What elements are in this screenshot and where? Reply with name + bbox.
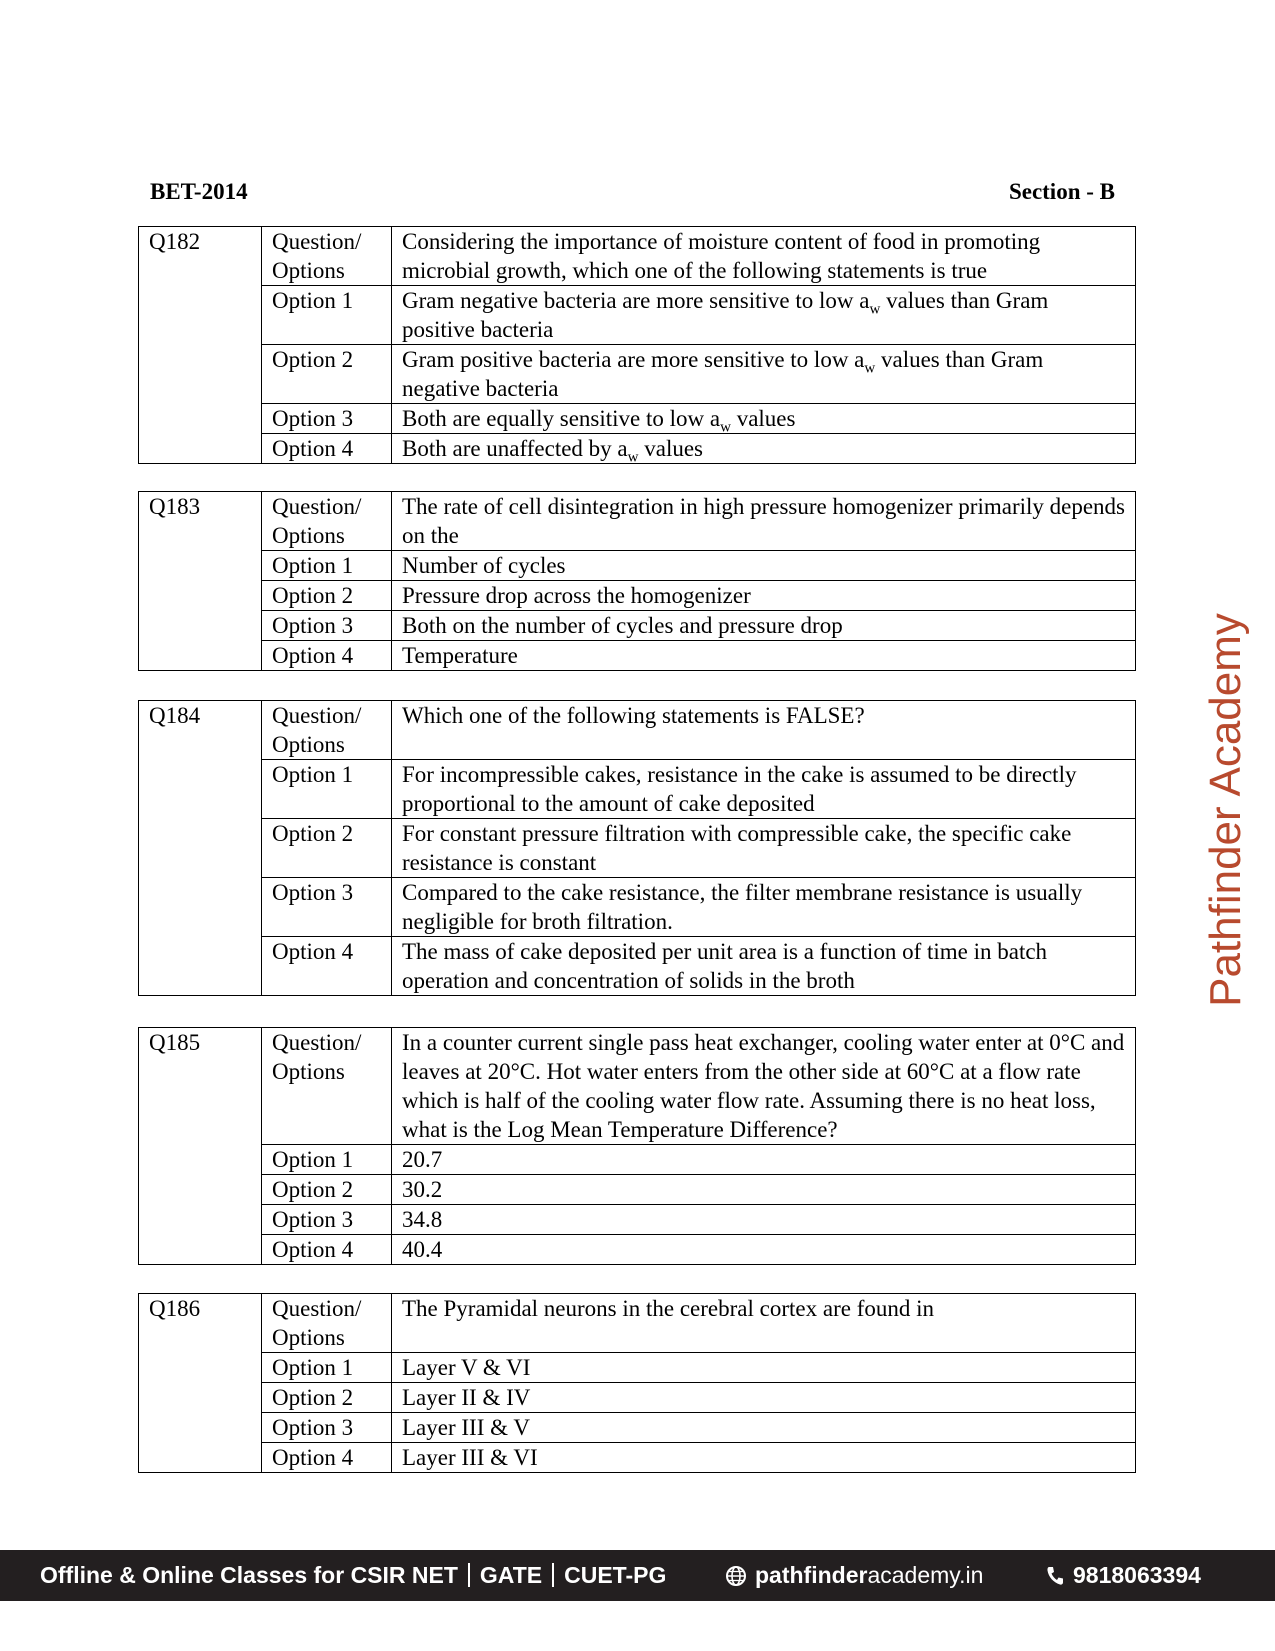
option-label: Option 4 xyxy=(262,1443,392,1473)
phone-icon xyxy=(1045,1565,1065,1587)
option-label: Option 3 xyxy=(262,1413,392,1443)
option-label: Option 1 xyxy=(262,1145,392,1175)
divider xyxy=(552,1563,554,1587)
option-text: 30.2 xyxy=(392,1175,1136,1205)
question-table xyxy=(138,700,1136,996)
footer-phone[interactable]: 9818063394 xyxy=(1045,1562,1201,1589)
option-label: Option 3 xyxy=(262,878,392,937)
option-label: Option 2 xyxy=(262,1175,392,1205)
option-text: Number of cycles xyxy=(392,551,1136,581)
question-id: Q185 xyxy=(139,1028,262,1265)
option-text: Gram positive bacteria are more sensitive to low $a_w$ values than Gram negative bacteria xyxy=(392,345,1136,404)
option-text: Layer III & V xyxy=(392,1413,1136,1443)
question-table xyxy=(138,1027,1136,1265)
question-text: Which one of the following statements is FALSE? xyxy=(392,701,1136,760)
option-label: Option 3 xyxy=(262,1205,392,1235)
question-label: Question/ Options xyxy=(262,1028,392,1145)
option-text: Both on the number of cycles and pressure drop xyxy=(392,611,1136,641)
option-label: Option 4 xyxy=(262,1235,392,1265)
option-text: Layer V & VI xyxy=(392,1353,1136,1383)
exam-title: BET-2014 xyxy=(150,179,248,204)
option-label: Option 1 xyxy=(262,551,392,581)
option-text: Gram negative bacteria are more sensitive to low $a_w$ values than Gram positive bacteria xyxy=(392,286,1136,345)
option-text: Both are unaffected by $a_w$ values xyxy=(392,434,1136,464)
option-label: Option 2 xyxy=(262,345,392,404)
question-id: Q183 xyxy=(139,492,262,671)
option-label: Option 1 xyxy=(262,760,392,819)
footer-website[interactable]: pathfinderacademy.in xyxy=(725,1562,983,1589)
option-label: Option 2 xyxy=(262,819,392,878)
option-text: Temperature xyxy=(392,641,1136,671)
option-label: Option 4 xyxy=(262,641,392,671)
option-text: The mass of cake deposited per unit area is a function of time in batch operation and concentration of solids in the broth xyxy=(392,937,1136,996)
option-label: Option 3 xyxy=(262,404,392,434)
question-text: In a counter current single pass heat exchanger, cooling water enter at 0°C and leaves at 20°C. Hot water enters from the other side at 60°C at a flow rate which is half of the cooling water flow rate. Assuming there is no heat loss, what is the Log Mean Temperature Difference? xyxy=(392,1028,1136,1145)
option-text: 40.4 xyxy=(392,1235,1136,1265)
option-label: Option 1 xyxy=(262,286,392,345)
option-text: Pressure drop across the homogenizer xyxy=(392,581,1136,611)
footer-classes: Offline & Online Classes for CSIR NET GATE CUET-PG xyxy=(40,1562,667,1588)
question-text: The Pyramidal neurons in the cerebral cortex are found in xyxy=(392,1294,1136,1353)
option-label: Option 4 xyxy=(262,937,392,996)
option-text: 20.7 xyxy=(392,1145,1136,1175)
question-id: Q184 xyxy=(139,701,262,996)
option-label: Option 2 xyxy=(262,1383,392,1413)
question-label: Question/ Options xyxy=(262,492,392,551)
option-text: For constant pressure filtration with compressible cake, the specific cake resistance is constant xyxy=(392,819,1136,878)
question-table xyxy=(138,226,1136,464)
option-text: Compared to the cake resistance, the filter membrane resistance is usually negligible for broth filtration. xyxy=(392,878,1136,937)
globe-icon xyxy=(725,1565,747,1587)
question-table xyxy=(138,1293,1136,1473)
question-text: The rate of cell disintegration in high pressure homogenizer primarily depends on the xyxy=(392,492,1136,551)
option-label: Option 1 xyxy=(262,1353,392,1383)
option-text: 34.8 xyxy=(392,1205,1136,1235)
footer-banner xyxy=(0,1550,1275,1601)
option-label: Option 3 xyxy=(262,611,392,641)
option-text: Layer III & VI xyxy=(392,1443,1136,1473)
question-id: Q186 xyxy=(139,1294,262,1473)
option-text: Both are equally sensitive to low $a_w$ values xyxy=(392,404,1136,434)
question-text: Considering the importance of moisture content of food in promoting microbial growth, which one of the following statements is true xyxy=(392,227,1136,286)
section-label: Section - B xyxy=(1008,179,1115,204)
option-label: Option 4 xyxy=(262,434,392,464)
option-text: For incompressible cakes, resistance in the cake is assumed to be directly proportional to the amount of cake deposited xyxy=(392,760,1136,819)
question-label: Question/ Options xyxy=(262,701,392,760)
question-label: Question/ Options xyxy=(262,227,392,286)
question-id: Q182 xyxy=(139,227,262,464)
question-table xyxy=(138,491,1136,671)
option-label: Option 2 xyxy=(262,581,392,611)
watermark: Pathfinder Academy xyxy=(1201,613,1250,1007)
divider xyxy=(468,1563,470,1587)
question-label: Question/ Options xyxy=(262,1294,392,1353)
option-text: Layer II & IV xyxy=(392,1383,1136,1413)
